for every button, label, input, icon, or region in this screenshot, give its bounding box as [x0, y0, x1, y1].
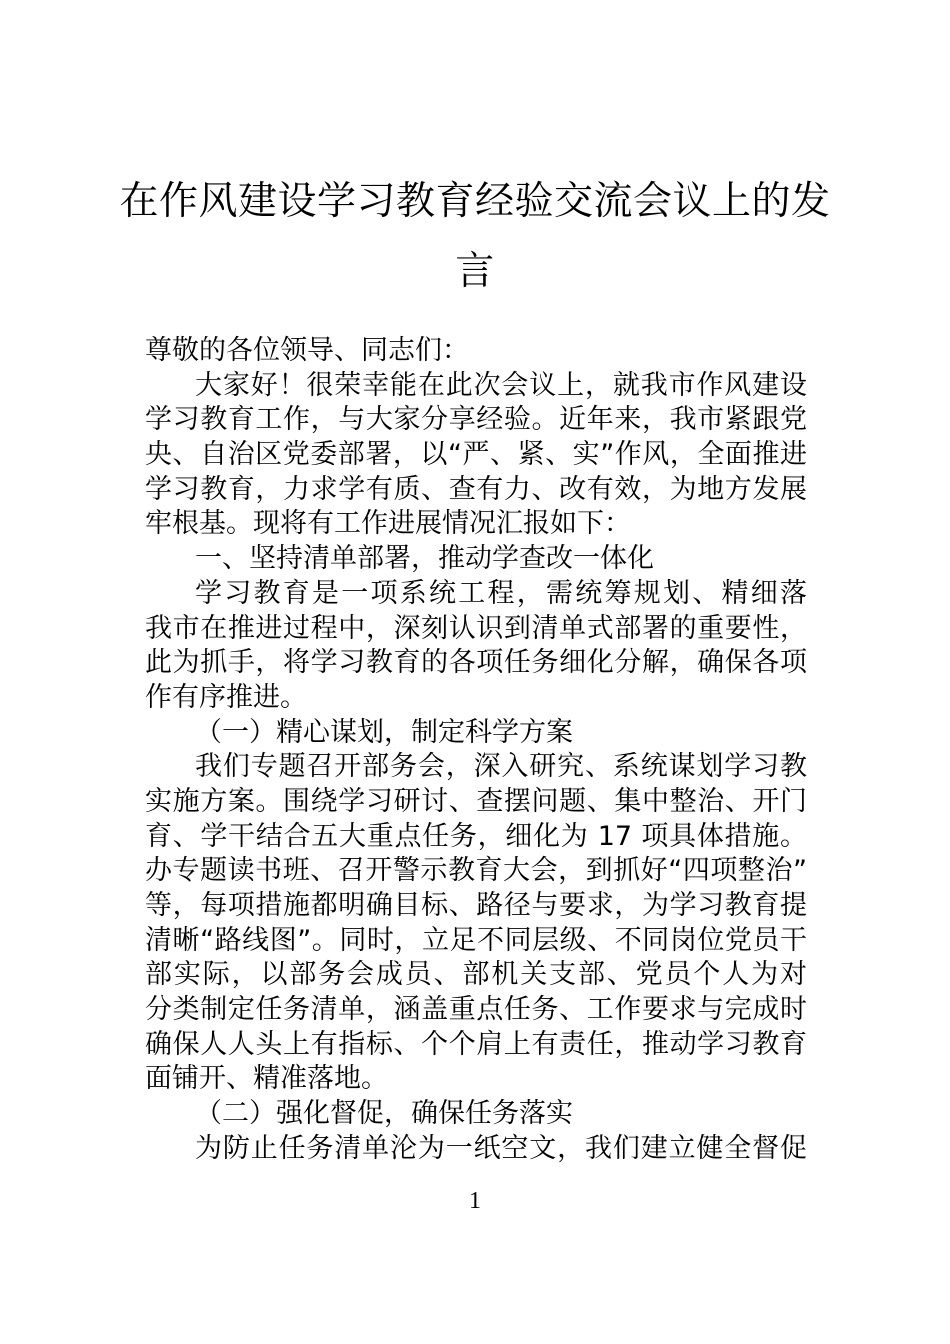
document-title-line-1: 在作风建设学习教育经验交流会议上的发 [119, 179, 831, 224]
text-line: 我们专题召开部务会，深入研究、系统谋划学习教 [195, 751, 807, 783]
text-line: 分类制定任务清单，涵盖重点任务、工作要求与完成时 [145, 994, 807, 1026]
section-heading [145, 716, 807, 751]
text-line: 清晰“路线图”。同时，立足不同层级、不同岗位党员干 [145, 924, 807, 956]
text-line: 我市在推进过程中，深刻认识到清单式部署的重要性， [145, 612, 807, 644]
text-line: 作有序推进。 [145, 681, 307, 713]
text-line: 等，每项措施都明确目标、路径与要求，为学习教育提 [145, 890, 807, 921]
section-heading [145, 1097, 807, 1132]
text-line: 央、自治区党委部署，以“严、紧、实”作风，全面推进 [145, 439, 807, 471]
page-number: 1 [469, 1188, 481, 1214]
paragraph [145, 1132, 807, 1167]
text-line: 育、学干结合五大重点任务，细化为 17 项具体措施。 [145, 820, 807, 852]
text-line: 为防止任务清单沦为一纸空文，我们建立健全督促 [195, 1132, 807, 1164]
text-line: 部实际，以部务会成员、部机关支部、党员个人为对 [145, 959, 807, 991]
text-line: 确保人人头上有指标、个个肩上有责任，推动学习教育 [145, 1028, 807, 1060]
text-line: 办专题读书班、召开警示教育大会，到抓好“四项整治” [145, 855, 807, 887]
text-line: （一）精心谋划，制定科学方案 [195, 716, 573, 748]
text-line: 大家好！很荣幸能在此次会议上，就我市作风建设 [195, 369, 807, 401]
document-title-line-2: 言 [455, 249, 495, 294]
text-line: 学习教育是一项系统工程，需统筹规划、精细落 [195, 577, 807, 609]
paragraph [145, 577, 807, 716]
text-line: 尊敬的各位领导、同志们： [145, 335, 469, 366]
text-line: 学习教育工作，与大家分享经验。近年来，我市紧跟党 [145, 404, 807, 436]
text-line: 一、坚持清单部署，推动学查改一体化 [195, 543, 654, 575]
paragraph [145, 750, 807, 1097]
paragraph [145, 369, 807, 542]
text-line: 牢根基。现将有工作进展情况汇报如下： [145, 508, 631, 540]
salutation [145, 334, 807, 369]
text-line: 面铺开、精准落地。 [145, 1063, 388, 1095]
text-line: （二）强化督促，确保任务落实 [195, 1098, 573, 1130]
text-line: 学习教育，力求学有质、查有力、改有效，为地方发展 [145, 473, 807, 505]
text-line: 此为抓手，将学习教育的各项任务细化分解，确保各项 [145, 647, 807, 679]
document-body [145, 334, 807, 1167]
section-heading [145, 542, 807, 577]
text-line: 实施方案。围绕学习研讨、查摆问题、集中整治、开门 [145, 785, 807, 817]
